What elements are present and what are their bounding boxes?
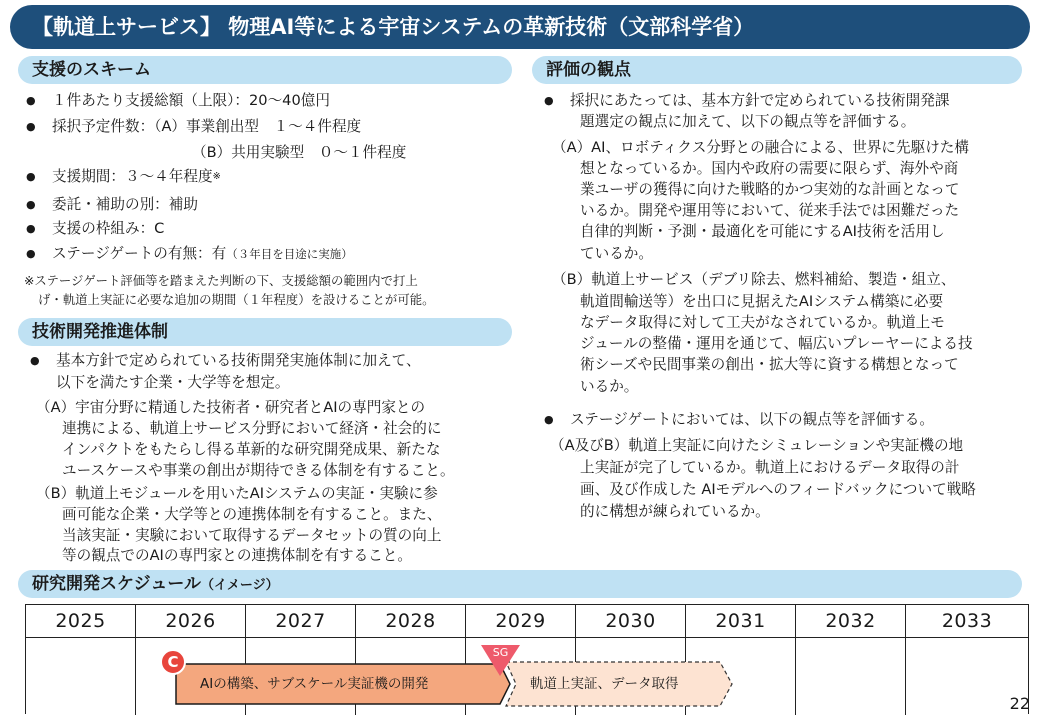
scheme-note-line2: げ・軌道上実証に必要な追加の期間（１年程度）を設けることが可能。: [38, 292, 435, 307]
evaluation-line: いるか。開発や運用等において、従来手法では困難だった: [580, 202, 960, 219]
year-cell: 2031: [686, 605, 796, 637]
evaluation-line: 想となっているか。国内や政府の需要に限らず、海外や商: [580, 160, 959, 177]
evaluation-line: ● 採択にあたっては、基本方針で定められている技術開発課: [570, 91, 949, 111]
year-cell: 2025: [26, 605, 136, 637]
evaluation-line: 術シーズや民間事業の創出・拡大等に資する構想となって: [580, 356, 959, 373]
sg-badge-label: SG: [492, 646, 509, 659]
evaluation-line: 的に構想が練られているか。: [580, 503, 770, 520]
structure-line: 画可能な企業・大学等との連携体制を有すること。また、: [62, 506, 442, 523]
structure-line: 等の観点でのAIの専門家との連携体制を有すること。: [62, 547, 412, 564]
evaluation-line: ジュールの整備・運用を通じて、幅広いプレーヤーによる技: [580, 335, 973, 352]
structure-heading: 技術開発推進体制: [18, 318, 512, 346]
evaluation-line: いるか。: [580, 378, 639, 395]
evaluation-line: 画、及び作成した AIモデルへのフィードバックについて戦略: [580, 481, 976, 498]
year-cell: 2028: [356, 605, 466, 637]
structure-line: 当該実証・実験において取得するデータセットの質の向上: [62, 527, 442, 544]
c-badge-label: C: [167, 653, 179, 671]
evaluation-line: ているか。: [580, 245, 653, 262]
evaluation-line: （A）AI、ロボティクス分野との融合による、世界に先駆けた構: [552, 139, 969, 156]
evaluation-line: 業ユーザの獲得に向けた戦略的かつ実効的な計画となって: [580, 181, 960, 198]
structure-line: ユースケースや事業の創出が期待できる体制を有すること。: [62, 462, 455, 479]
schedule-heading: 研究開発スケジュール（イメージ）: [18, 570, 1022, 598]
year-cell: 2032: [796, 605, 906, 637]
structure-line: ● 基本方針で定められている技術開発実施体制に加えて、: [56, 351, 421, 371]
evaluation-line: 自律的判断・予測・最適化を可能にするAI技術を活用し: [580, 223, 945, 240]
scheme-note-line1: ※ステージゲート評価等を踏まえた判断の下、支援総額の範囲内で打上: [24, 273, 418, 288]
structure-line: （A）宇宙分野に精通した技術者・研究者とAIの専門家との: [36, 399, 426, 416]
scheme-item-type: ● 委託・補助の別：補助: [52, 195, 198, 215]
evaluation-line: 上実証が完了しているか。軌道上におけるデータ取得の計: [580, 459, 960, 476]
scheme-item-period: ● 支援期間：３～４年程度※: [52, 167, 221, 187]
evaluation-line: 軌道間輸送等）を出口に見据えたAIシステム構築に必要: [580, 293, 944, 310]
evaluation-line: なデータ取得に対して工夫がなされているか。軌道上モ: [580, 314, 945, 331]
phase2-label: 軌道上実証、データ取得: [530, 676, 679, 692]
scheme-item-total: ● １件あたり支援総額（上限）：20～40億円: [52, 91, 330, 111]
scheme-item-stagegate: ● ステージゲートの有無：有（３年目を目途に実施）: [52, 244, 353, 264]
scheme-item-count-b: （B）共用実験型 ０～１件程度: [192, 144, 407, 161]
year-cell: 2030: [576, 605, 686, 637]
evaluation-line: ● ステージゲートにおいては、以下の観点等を評価する。: [570, 410, 934, 430]
scheme-heading: 支援のスキーム: [18, 56, 512, 84]
year-cell: 2026: [136, 605, 246, 637]
page-number: 22: [1009, 694, 1030, 713]
structure-line: （B）軌道上モジュールを用いたAIシステムの実証・実験に参: [36, 485, 438, 502]
year-cell: 2033: [941, 610, 993, 632]
evaluation-line: （A及びB）軌道上実証に向けたシミュレーションや実証機の地: [550, 437, 964, 454]
evaluation-line: （B）軌道上サービス（デブリ除去、燃料補給、製造・組立、: [552, 271, 956, 288]
year-cell: 2027: [246, 605, 356, 637]
structure-line: 以下を満たす企業・大学等を想定。: [56, 374, 290, 391]
structure-line: インパクトをもたらし得る革新的な研究開発成果、新たな: [62, 441, 441, 458]
page-title: 【軌道上サービス】 物理AI等による宇宙システムの革新技術（文部科学省）: [10, 5, 1030, 49]
scheme-item-count: ● 採択予定件数：（A）事業創出型 １～４件程度: [52, 117, 361, 137]
year-cell: 2029: [466, 605, 576, 637]
scheme-item-framework: ● 支援の枠組み：C: [52, 219, 164, 239]
evaluation-heading: 評価の観点: [532, 56, 1022, 84]
phase1-label: AIの構築、サブスケール実証機の開発: [200, 676, 429, 692]
structure-line: 連携による、軌道上サービス分野において経済・社会的に: [62, 420, 442, 437]
evaluation-line: 題選定の観点に加えて、以下の観点等を評価する。: [580, 113, 916, 130]
